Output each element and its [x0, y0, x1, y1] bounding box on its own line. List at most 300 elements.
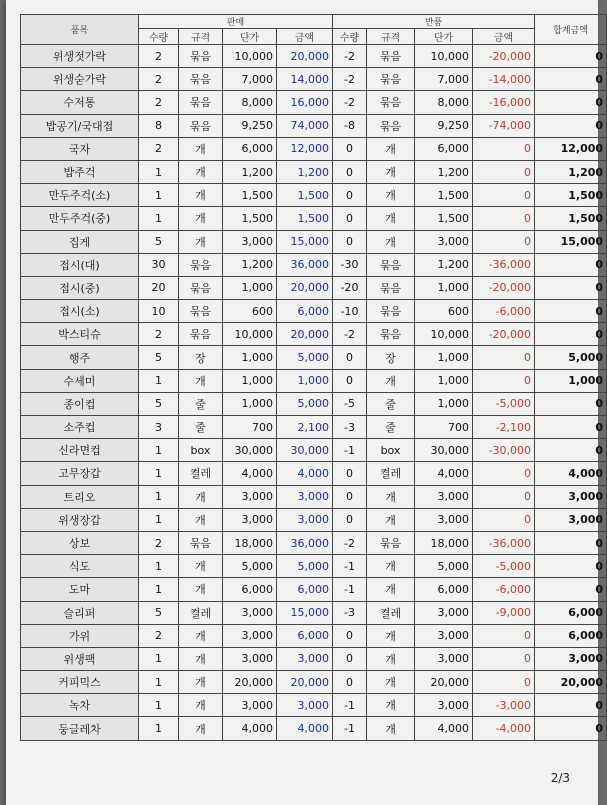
- sales-amount-cell: 4,000: [277, 717, 333, 740]
- item-name-cell: 박스티슈: [21, 323, 139, 346]
- return-unit-cell: 개: [367, 578, 415, 601]
- sales-amount-cell: 3,000: [277, 508, 333, 531]
- sales-unit-cell: 묶음: [179, 253, 223, 276]
- item-name-cell: 고무장갑: [21, 462, 139, 485]
- sales-unit-cell: 개: [179, 624, 223, 647]
- sales-unit-cell: 묶음: [179, 91, 223, 114]
- item-name-cell: 식도: [21, 555, 139, 578]
- sales-unit-cell: 개: [179, 717, 223, 740]
- sales-qty-cell: 2: [139, 531, 179, 554]
- sales-qty-cell: 2: [139, 68, 179, 91]
- return-price-cell: 1,200: [415, 160, 473, 183]
- return-qty-cell: -1: [333, 439, 367, 462]
- item-name-cell: 접시(대): [21, 253, 139, 276]
- return-amount-cell: 0: [473, 508, 535, 531]
- return-price-cell: 7,000: [415, 68, 473, 91]
- return-unit-cell: 묶음: [367, 531, 415, 554]
- table-row: [21, 230, 607, 253]
- return-qty-cell: -2: [333, 323, 367, 346]
- return-unit-cell: 묶음: [367, 114, 415, 137]
- return-qty-cell: -10: [333, 300, 367, 323]
- sales-unit-cell: 개: [179, 184, 223, 207]
- return-unit-cell: 묶음: [367, 91, 415, 114]
- return-price-cell: 1,000: [415, 346, 473, 369]
- return-qty-cell: 0: [333, 160, 367, 183]
- return-unit-cell: 개: [367, 717, 415, 740]
- table-row: [21, 91, 607, 114]
- total-amount-cell: 1,500: [535, 207, 607, 230]
- sales-unit-cell: 개: [179, 671, 223, 694]
- return-qty-cell: -2: [333, 91, 367, 114]
- return-unit-cell: 묶음: [367, 323, 415, 346]
- sales-price-cell: 3,000: [223, 647, 277, 670]
- total-amount-cell: 0: [535, 114, 607, 137]
- sales-unit-cell: 묶음: [179, 45, 223, 68]
- sales-price-cell: 10,000: [223, 323, 277, 346]
- table-row: [21, 439, 607, 462]
- return-qty-cell: 0: [333, 671, 367, 694]
- return-amount-cell: -30,000: [473, 439, 535, 462]
- return-price-cell: 3,000: [415, 230, 473, 253]
- return-unit-cell: box: [367, 439, 415, 462]
- return-qty-cell: 0: [333, 137, 367, 160]
- return-amount-cell: -74,000: [473, 114, 535, 137]
- return-amount-cell: 0: [473, 485, 535, 508]
- item-name-cell: 종이컵: [21, 392, 139, 415]
- total-amount-cell: 0: [535, 68, 607, 91]
- return-price-cell: 6,000: [415, 137, 473, 160]
- item-name-cell: 둥글레차: [21, 717, 139, 740]
- sales-qty-cell: 1: [139, 485, 179, 508]
- page-number: 2/3: [550, 771, 570, 785]
- table-row: [21, 392, 607, 415]
- table-row: [21, 184, 607, 207]
- sales-amount-cell: 12,000: [277, 137, 333, 160]
- sales-price-cell: 3,000: [223, 624, 277, 647]
- sales-unit-cell: 개: [179, 369, 223, 392]
- sales-qty-cell: 1: [139, 508, 179, 531]
- sales-qty-cell: 1: [139, 462, 179, 485]
- sales-amount-cell: 15,000: [277, 601, 333, 624]
- header-sales-group: 판매: [139, 15, 333, 29]
- item-name-cell: 위생젓가락: [21, 45, 139, 68]
- sales-amount-cell: 16,000: [277, 91, 333, 114]
- return-qty-cell: -1: [333, 555, 367, 578]
- item-name-cell: 행주: [21, 346, 139, 369]
- table-row: [21, 531, 607, 554]
- return-price-cell: 3,000: [415, 601, 473, 624]
- return-price-cell: 8,000: [415, 91, 473, 114]
- sales-price-cell: 4,000: [223, 462, 277, 485]
- return-price-cell: 9,250: [415, 114, 473, 137]
- sales-amount-cell: 36,000: [277, 531, 333, 554]
- item-name-cell: 커피믹스: [21, 671, 139, 694]
- header-sales-price: 단가: [223, 29, 277, 45]
- total-amount-cell: 0: [535, 323, 607, 346]
- sales-qty-cell: 1: [139, 578, 179, 601]
- return-amount-cell: -4,000: [473, 717, 535, 740]
- item-name-cell: 도마: [21, 578, 139, 601]
- sales-amount-cell: 3,000: [277, 694, 333, 717]
- sales-qty-cell: 1: [139, 184, 179, 207]
- return-amount-cell: -2,100: [473, 416, 535, 439]
- return-unit-cell: 개: [367, 137, 415, 160]
- total-amount-cell: 3,000: [535, 485, 607, 508]
- return-amount-cell: -5,000: [473, 392, 535, 415]
- header-return-unit: 규격: [367, 29, 415, 45]
- return-unit-cell: 개: [367, 508, 415, 531]
- return-price-cell: 1,000: [415, 276, 473, 299]
- sales-unit-cell: 줄: [179, 392, 223, 415]
- return-amount-cell: 0: [473, 369, 535, 392]
- table-row: [21, 323, 607, 346]
- sales-return-table: [20, 14, 607, 741]
- item-name-cell: 가위: [21, 624, 139, 647]
- return-qty-cell: 0: [333, 485, 367, 508]
- sales-amount-cell: 5,000: [277, 392, 333, 415]
- return-amount-cell: 0: [473, 230, 535, 253]
- item-name-cell: 접시(중): [21, 276, 139, 299]
- sales-qty-cell: 1: [139, 647, 179, 670]
- return-unit-cell: 개: [367, 230, 415, 253]
- header-sales-amount: 금액: [277, 29, 333, 45]
- sales-unit-cell: 켤레: [179, 601, 223, 624]
- item-name-cell: 슬리퍼: [21, 601, 139, 624]
- return-amount-cell: 0: [473, 647, 535, 670]
- header-return-qty: 수량: [333, 29, 367, 45]
- sales-price-cell: 3,000: [223, 508, 277, 531]
- return-price-cell: 3,000: [415, 694, 473, 717]
- total-amount-cell: 1,200: [535, 160, 607, 183]
- sales-amount-cell: 6,000: [277, 300, 333, 323]
- return-unit-cell: 묶음: [367, 253, 415, 276]
- sales-amount-cell: 14,000: [277, 68, 333, 91]
- sales-amount-cell: 30,000: [277, 439, 333, 462]
- return-unit-cell: 개: [367, 694, 415, 717]
- sales-price-cell: 8,000: [223, 91, 277, 114]
- sales-qty-cell: 3: [139, 416, 179, 439]
- return-amount-cell: -9,000: [473, 601, 535, 624]
- return-amount-cell: -20,000: [473, 45, 535, 68]
- header-return-amount: 금액: [473, 29, 535, 45]
- item-name-cell: 집게: [21, 230, 139, 253]
- return-qty-cell: -1: [333, 717, 367, 740]
- header-return-group: 반품: [333, 15, 535, 29]
- return-price-cell: 600: [415, 300, 473, 323]
- sales-unit-cell: 개: [179, 207, 223, 230]
- return-price-cell: 3,000: [415, 485, 473, 508]
- item-name-cell: 접시(소): [21, 300, 139, 323]
- return-price-cell: 6,000: [415, 578, 473, 601]
- total-amount-cell: 12,000: [535, 137, 607, 160]
- return-unit-cell: 묶음: [367, 300, 415, 323]
- total-amount-cell: 4,000: [535, 462, 607, 485]
- sales-unit-cell: 묶음: [179, 114, 223, 137]
- table-row: [21, 694, 607, 717]
- sales-price-cell: 6,000: [223, 578, 277, 601]
- item-name-cell: 수세미: [21, 369, 139, 392]
- table-row: [21, 276, 607, 299]
- item-name-cell: 위생장갑: [21, 508, 139, 531]
- sales-qty-cell: 2: [139, 45, 179, 68]
- return-price-cell: 4,000: [415, 717, 473, 740]
- return-qty-cell: -1: [333, 578, 367, 601]
- sales-price-cell: 1,500: [223, 184, 277, 207]
- return-unit-cell: 개: [367, 207, 415, 230]
- sales-qty-cell: 2: [139, 624, 179, 647]
- table-row: [21, 647, 607, 670]
- sales-price-cell: 5,000: [223, 555, 277, 578]
- table-row: [21, 160, 607, 183]
- total-amount-cell: 0: [535, 531, 607, 554]
- sales-amount-cell: 6,000: [277, 578, 333, 601]
- total-amount-cell: 6,000: [535, 601, 607, 624]
- sales-price-cell: 1,200: [223, 253, 277, 276]
- sales-price-cell: 1,000: [223, 392, 277, 415]
- sales-amount-cell: 36,000: [277, 253, 333, 276]
- sales-price-cell: 20,000: [223, 671, 277, 694]
- total-amount-cell: 0: [535, 717, 607, 740]
- total-amount-cell: 3,000: [535, 647, 607, 670]
- return-amount-cell: -36,000: [473, 253, 535, 276]
- return-amount-cell: 0: [473, 624, 535, 647]
- table-row: [21, 624, 607, 647]
- sales-unit-cell: 개: [179, 230, 223, 253]
- item-name-cell: 위생팩: [21, 647, 139, 670]
- return-price-cell: 30,000: [415, 439, 473, 462]
- sales-unit-cell: box: [179, 439, 223, 462]
- table-row: [21, 671, 607, 694]
- return-price-cell: 3,000: [415, 508, 473, 531]
- table-row: [21, 462, 607, 485]
- sales-amount-cell: 1,200: [277, 160, 333, 183]
- sales-amount-cell: 1,500: [277, 184, 333, 207]
- return-amount-cell: -20,000: [473, 276, 535, 299]
- item-name-cell: 위생숟가락: [21, 68, 139, 91]
- sales-price-cell: 3,000: [223, 694, 277, 717]
- header-total-amount: 합계금액: [535, 15, 607, 45]
- return-unit-cell: 개: [367, 160, 415, 183]
- sales-unit-cell: 묶음: [179, 531, 223, 554]
- sales-unit-cell: 개: [179, 694, 223, 717]
- return-price-cell: 1,000: [415, 392, 473, 415]
- header-return-price: 단가: [415, 29, 473, 45]
- sales-qty-cell: 8: [139, 114, 179, 137]
- return-unit-cell: 개: [367, 624, 415, 647]
- return-price-cell: 700: [415, 416, 473, 439]
- table-row: [21, 300, 607, 323]
- return-amount-cell: 0: [473, 184, 535, 207]
- return-qty-cell: -30: [333, 253, 367, 276]
- return-price-cell: 20,000: [415, 671, 473, 694]
- return-unit-cell: 장: [367, 346, 415, 369]
- sales-price-cell: 18,000: [223, 531, 277, 554]
- table-row: [21, 508, 607, 531]
- table-row: [21, 68, 607, 91]
- sales-qty-cell: 1: [139, 369, 179, 392]
- sales-amount-cell: 1,500: [277, 207, 333, 230]
- return-price-cell: 3,000: [415, 624, 473, 647]
- return-qty-cell: -2: [333, 68, 367, 91]
- return-amount-cell: -3,000: [473, 694, 535, 717]
- return-unit-cell: 개: [367, 555, 415, 578]
- return-qty-cell: 0: [333, 647, 367, 670]
- return-qty-cell: -1: [333, 694, 367, 717]
- return-price-cell: 18,000: [415, 531, 473, 554]
- return-qty-cell: -2: [333, 45, 367, 68]
- return-amount-cell: -20,000: [473, 323, 535, 346]
- return-price-cell: 1,500: [415, 207, 473, 230]
- sales-amount-cell: 2,100: [277, 416, 333, 439]
- table-row: [21, 114, 607, 137]
- table-row: [21, 207, 607, 230]
- sales-unit-cell: 줄: [179, 416, 223, 439]
- return-unit-cell: 묶음: [367, 45, 415, 68]
- item-name-cell: 트리오: [21, 485, 139, 508]
- sales-price-cell: 1,500: [223, 207, 277, 230]
- return-unit-cell: 개: [367, 369, 415, 392]
- sales-price-cell: 1,200: [223, 160, 277, 183]
- header-sales-qty: 수량: [139, 29, 179, 45]
- return-amount-cell: 0: [473, 160, 535, 183]
- sales-qty-cell: 2: [139, 91, 179, 114]
- sales-qty-cell: 20: [139, 276, 179, 299]
- return-amount-cell: -6,000: [473, 300, 535, 323]
- item-name-cell: 상보: [21, 531, 139, 554]
- sales-unit-cell: 개: [179, 647, 223, 670]
- return-amount-cell: 0: [473, 462, 535, 485]
- return-amount-cell: -5,000: [473, 555, 535, 578]
- table-row: [21, 578, 607, 601]
- sales-price-cell: 30,000: [223, 439, 277, 462]
- return-qty-cell: 0: [333, 184, 367, 207]
- sales-price-cell: 700: [223, 416, 277, 439]
- return-qty-cell: 0: [333, 369, 367, 392]
- return-unit-cell: 개: [367, 184, 415, 207]
- sales-price-cell: 10,000: [223, 45, 277, 68]
- item-name-cell: 국자: [21, 137, 139, 160]
- total-amount-cell: 5,000: [535, 346, 607, 369]
- sales-qty-cell: 5: [139, 601, 179, 624]
- table-row: [21, 253, 607, 276]
- sales-qty-cell: 1: [139, 207, 179, 230]
- sales-unit-cell: 개: [179, 485, 223, 508]
- sales-unit-cell: 개: [179, 555, 223, 578]
- return-amount-cell: 0: [473, 671, 535, 694]
- sales-unit-cell: 개: [179, 137, 223, 160]
- sales-qty-cell: 1: [139, 160, 179, 183]
- total-amount-cell: 0: [535, 694, 607, 717]
- sales-qty-cell: 1: [139, 439, 179, 462]
- sales-qty-cell: 1: [139, 694, 179, 717]
- total-amount-cell: 0: [535, 578, 607, 601]
- return-price-cell: 1,200: [415, 253, 473, 276]
- sales-unit-cell: 장: [179, 346, 223, 369]
- sales-price-cell: 600: [223, 300, 277, 323]
- return-unit-cell: 묶음: [367, 276, 415, 299]
- header-sales-unit: 규격: [179, 29, 223, 45]
- return-qty-cell: -5: [333, 392, 367, 415]
- return-price-cell: 3,000: [415, 647, 473, 670]
- table-row: [21, 555, 607, 578]
- sales-price-cell: 1,000: [223, 369, 277, 392]
- return-qty-cell: 0: [333, 346, 367, 369]
- total-amount-cell: 6,000: [535, 624, 607, 647]
- sales-qty-cell: 1: [139, 717, 179, 740]
- return-amount-cell: 0: [473, 207, 535, 230]
- total-amount-cell: 0: [535, 300, 607, 323]
- total-amount-cell: 0: [535, 555, 607, 578]
- return-price-cell: 5,000: [415, 555, 473, 578]
- sales-price-cell: 1,000: [223, 346, 277, 369]
- table-row: [21, 485, 607, 508]
- return-unit-cell: 개: [367, 647, 415, 670]
- total-amount-cell: 1,000: [535, 369, 607, 392]
- sales-unit-cell: 묶음: [179, 68, 223, 91]
- total-amount-cell: 0: [535, 276, 607, 299]
- sales-price-cell: 7,000: [223, 68, 277, 91]
- return-qty-cell: -3: [333, 601, 367, 624]
- sales-qty-cell: 1: [139, 555, 179, 578]
- table-row: [21, 346, 607, 369]
- sales-unit-cell: 묶음: [179, 323, 223, 346]
- sales-qty-cell: 10: [139, 300, 179, 323]
- sales-unit-cell: 묶음: [179, 300, 223, 323]
- sales-amount-cell: 1,000: [277, 369, 333, 392]
- sales-price-cell: 4,000: [223, 717, 277, 740]
- table-row: [21, 137, 607, 160]
- return-unit-cell: 묶음: [367, 68, 415, 91]
- return-qty-cell: -3: [333, 416, 367, 439]
- sales-amount-cell: 3,000: [277, 485, 333, 508]
- sales-price-cell: 1,000: [223, 276, 277, 299]
- header-item: 품목: [21, 15, 139, 45]
- sales-qty-cell: 5: [139, 346, 179, 369]
- return-unit-cell: 켤레: [367, 462, 415, 485]
- total-amount-cell: 0: [535, 416, 607, 439]
- sales-unit-cell: 켤레: [179, 462, 223, 485]
- sales-unit-cell: 개: [179, 160, 223, 183]
- sales-amount-cell: 20,000: [277, 671, 333, 694]
- return-qty-cell: 0: [333, 462, 367, 485]
- sales-amount-cell: 15,000: [277, 230, 333, 253]
- return-unit-cell: 개: [367, 485, 415, 508]
- sales-price-cell: 3,000: [223, 485, 277, 508]
- sales-price-cell: 3,000: [223, 601, 277, 624]
- total-amount-cell: 0: [535, 91, 607, 114]
- total-amount-cell: 15,000: [535, 230, 607, 253]
- return-qty-cell: 0: [333, 624, 367, 647]
- return-qty-cell: 0: [333, 230, 367, 253]
- return-unit-cell: 줄: [367, 416, 415, 439]
- return-unit-cell: 켤레: [367, 601, 415, 624]
- return-price-cell: 4,000: [415, 462, 473, 485]
- return-price-cell: 1,500: [415, 184, 473, 207]
- total-amount-cell: 0: [535, 392, 607, 415]
- item-name-cell: 신라면컵: [21, 439, 139, 462]
- item-name-cell: 소주컵: [21, 416, 139, 439]
- total-amount-cell: 0: [535, 439, 607, 462]
- sales-qty-cell: 1: [139, 671, 179, 694]
- sales-unit-cell: 개: [179, 508, 223, 531]
- item-name-cell: 녹차: [21, 694, 139, 717]
- return-amount-cell: -16,000: [473, 91, 535, 114]
- return-price-cell: 10,000: [415, 323, 473, 346]
- sales-qty-cell: 5: [139, 230, 179, 253]
- return-amount-cell: 0: [473, 346, 535, 369]
- return-amount-cell: -36,000: [473, 531, 535, 554]
- table-row: [21, 601, 607, 624]
